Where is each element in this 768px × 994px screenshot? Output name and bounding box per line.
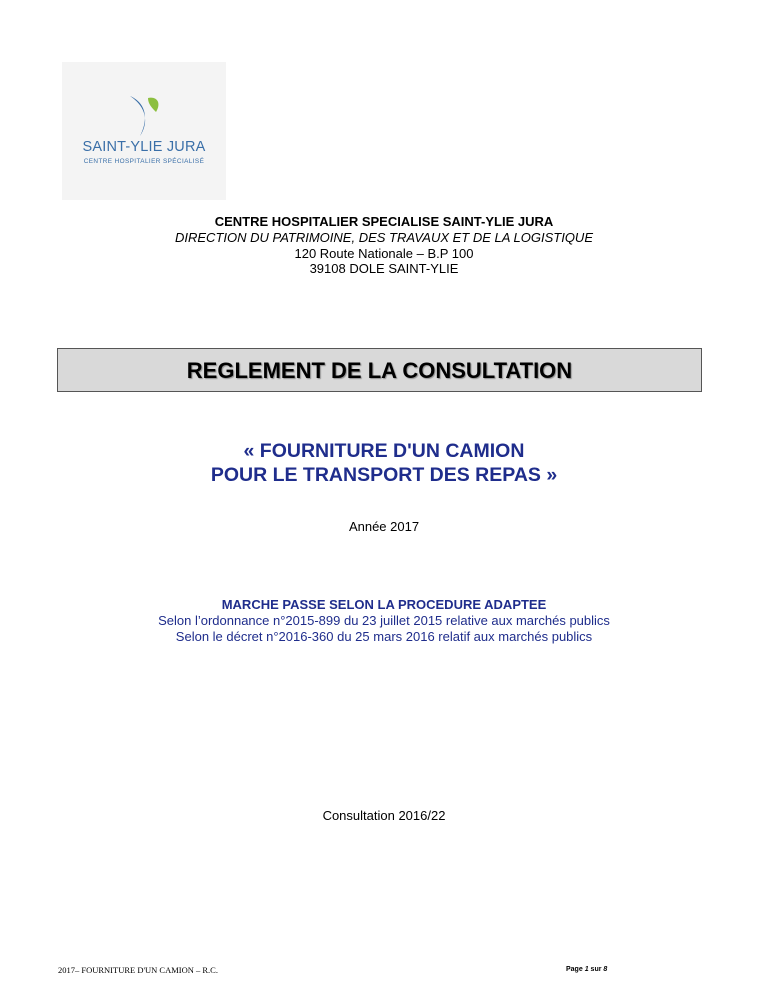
footer-page-number [566, 966, 607, 973]
logo-subtitle: CENTRE HOSPITALIER SPÉCIALISÉ [83, 158, 205, 165]
procedure-heading: MARCHE PASSE SELON LA PROCEDURE ADAPTEE [221, 597, 547, 612]
page-total: 8 [603, 966, 608, 973]
consultation-number: Consultation 2016/22 [322, 808, 446, 823]
direction-name: DIRECTION DU PATRIMOINE, DES TRAVAUX ET DE LA LOGISTIQUE [175, 230, 593, 245]
institution-name: CENTRE HOSPITALIER SPECIALISE SAINT-YLIE JURA [214, 214, 554, 229]
page-sep: sur [590, 966, 602, 973]
document-title: REGLEMENT DE LA CONSULTATION [186, 358, 573, 383]
title-box [57, 348, 702, 392]
subject-line-2: POUR LE TRANSPORT DES REPAS » [210, 464, 558, 486]
leaf-logo-icon [126, 94, 162, 138]
page-label: Page [566, 966, 583, 973]
footer-document-ref: 2017– FOURNITURE D'UN CAMION – R.C. [58, 965, 218, 975]
procedure-ref-1: Selon l’ordonnance n°2015-899 du 23 juillet 2015 relative aux marchés publics [158, 613, 610, 628]
page-current: 1 [584, 966, 589, 973]
logo-name: SAINT-YLIE JURA [82, 139, 206, 155]
procedure-ref-2: Selon le décret n°2016-360 du 25 mars 2016 relatif aux marchés publics [175, 629, 593, 644]
year-label: Année 2017 [348, 519, 420, 534]
subject-line-1: « FOURNITURE D'UN CAMION [243, 440, 525, 462]
address-line-2: 39108 DOLE SAINT-YLIE [309, 261, 459, 276]
address-line-1: 120 Route Nationale – B.P 100 [294, 246, 474, 261]
hospital-logo [62, 62, 226, 200]
